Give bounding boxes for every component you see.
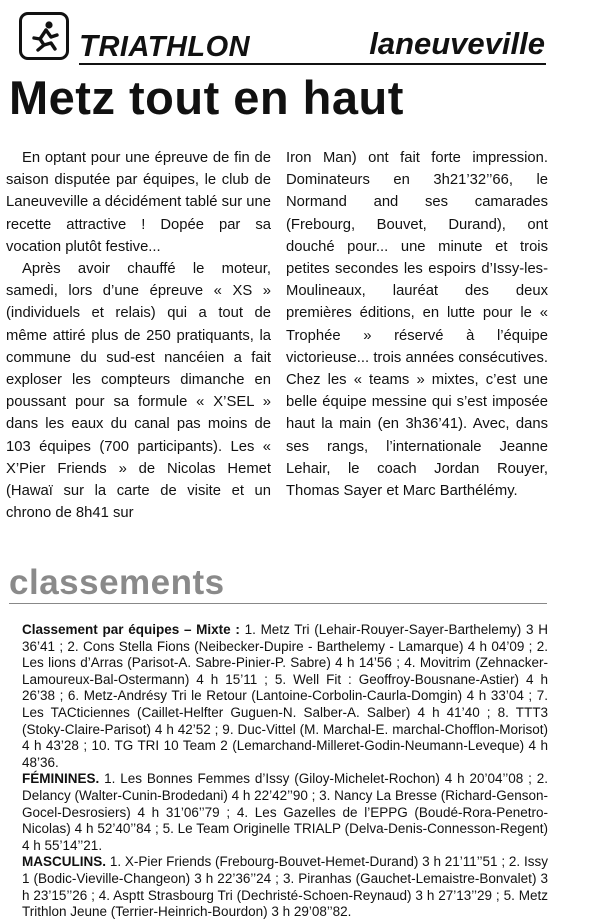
results-masculins-text: 1. X-Pier Friends (Frebourg-Bouvet-Hemet-Durand) 3 h 21’11’’51 ; 2. Issy 1 (Bodic-Vieville-Changeon) 3 h 22’36’’24 ; 3. Piranhas (Gauchet-Lemaistre-Bonvalet) 3 h 23’15’’26 ; 4. Asptt Strasbourg Tri (Dechristé-Schoen-Reynaud) 3 h 27’13’’29 ; 5. Metz Trithlon Jeune (Terrier-Heinrich-Bourdon) 3 h 29’08’’82. [22,854,548,920]
runner-pictogram [27,19,61,53]
section-title-rest: RIATHLON [98,31,251,63]
section-title [79,28,250,64]
results-feminines-label: FÉMININES. [22,771,100,787]
headline: Metz tout en haut [9,71,404,124]
article-column-left [6,147,271,524]
results-feminines [6,771,548,854]
runner-icon [19,12,69,60]
results-mixte-text: 1. Metz Tri (Lehair-Rouyer-Sayer-Barthelemy) 3 H 36’41 ; 2. Cons Stella Fions (Neibecker-Dupire - Barthelemy - Lamarque) 4 h 04’09 ; 2. Les lions d’Arras (Parisot-A. Sabre-Pinier-P. Sabre) 4 h 14’56 ; 4. Movitrim (Zehnacker-Lamoureux-Bal-Ostermann) 4 h 15’11 ; 5. Well Fit : Geoffroy-Bousnane-Astier) 4 h 26’38 ; 6. Metz-Andrésy Tri le Retour (Lantoine-Corbolin-Caurla-Domgin) 4 h 33’04 ; 7. Les TACticiennes (Caillet-Helfter Guguen-N. Salber-A. Salber) 4 h 41’40 ; 8. TTT3 (Stoky-Claire-Parisot) 4 h 42’52 ; 9. Duc-Vittel (M. Marchal-E. marchal-Chofflon-Morisot) 4 h 43’28 ; 10. TG TRI 10 Team 2 (Lemarchand-Milleret-Godin-Neumann-Leveque) 4 h 48’36. [22,622,548,770]
paragraph-3: Iron Man) ont fait forte impression. Dominateurs en 3h21’32’’66, le Normand and ses camarades (Frebourg, Bouvet, Durand), ont douché pour... une minute et trois petites secondes les espoirs d’Issy-les-Moulineaux, lauréat des deux premières éditions, en lutte pour le « Trophée » réservé à l’équipe victorieuse... trois années consécutives. Chez les « teams » mixtes, c’est une belle équipe messine qui s’est imposée haut la main (en 3h36’41). Avec, dans ses rangs, l’internationale Jeanne Lehair, le coach Jordan Rouyer, Thomas Sayer et Marc Barthélémy. [286,150,548,500]
results-feminines-text: 1. Les Bonnes Femmes d’Issy (Giloy-Michelet-Rochon) 4 h 20’04’’08 ; 2. Delancy (Walter-Cunin-Brodedani) 4 h 22’42’’90 ; 3. Nancy La Bresse (Richard-Genson-Gocel-Desrosiers) 4 h 31’06’’79 ; 4. Les Gazelles de l’EPPG (Boudé-Rora-Penetro-Nicolas) 4 h 52’40’’84 ; 5. Le Team Originelle TRIALP (Delva-Denis-Connesson-Regent) 4 h 55’14’’21. [22,771,548,853]
location-label: laneuveville [369,26,545,61]
results-masculins-label: MASCULINS. [22,854,106,870]
results-block [6,622,548,921]
paragraph-2: Après avoir chauffé le moteur, samedi, lors d’une épreuve « XS » (individuels et relais) qui a tout de même attiré plus de 250 pratiquants, la commune du sud-est nancéien a fait exploser les compteurs dimanche en poussant pour sa formule « X’SEL » dans les eaux du canal pas moins de 103 équipes (700 participants). Les « X’Pier Friends » de Nicolas Hemet (Hawaï sur la carte de visite et un chrono de 8h41 sur [6,261,271,522]
classements-divider [9,603,547,604]
section-header [0,0,603,64]
results-mixte [6,622,548,771]
paragraph-1: En optant pour une épreuve de fin de saison disputée par équipes, le club de Laneuveville a décidément tablé sur une recette attractive ! Dopée par sa vocation plutôt festive... [6,150,271,255]
classements-title: classements [9,563,225,602]
results-masculins [6,854,548,920]
section-title-cap: T [79,28,99,63]
results-mixte-label: Classement par équipes – Mixte : [22,622,240,637]
article-column-right [286,147,548,502]
header-divider [79,63,546,65]
